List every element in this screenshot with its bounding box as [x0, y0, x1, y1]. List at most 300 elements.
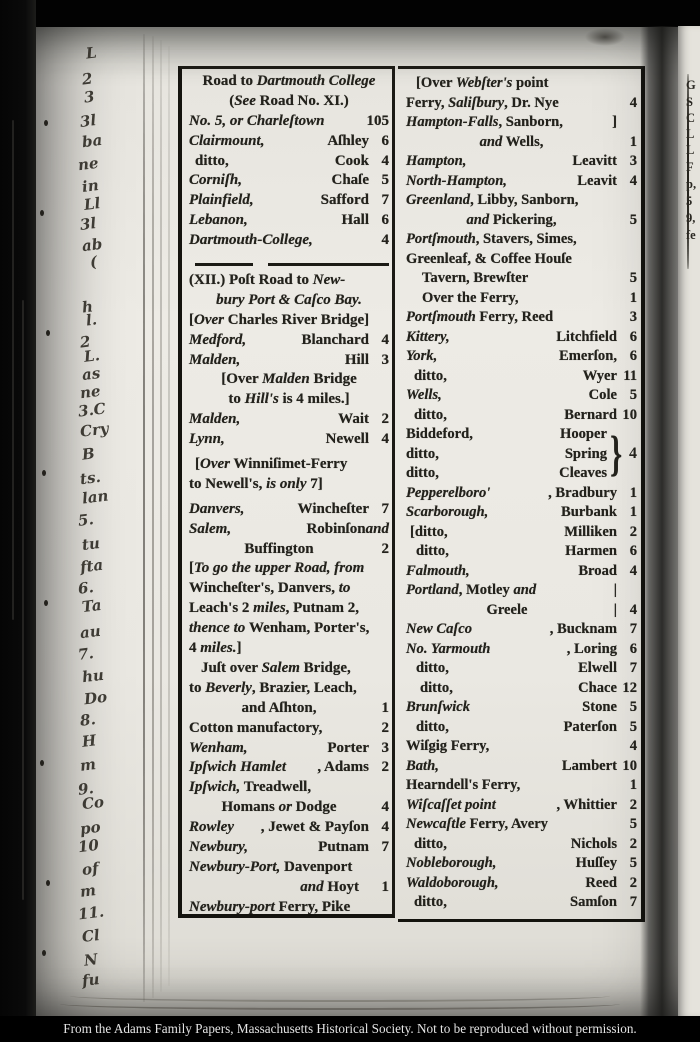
edge-speck: [44, 600, 48, 606]
place-or-person-text: Wiſgig Ferry,: [406, 738, 490, 754]
handwriting-fragment: 11.: [77, 902, 106, 924]
place-or-person-text: Davenport: [280, 858, 353, 875]
table-row: [406, 269, 637, 289]
place-or-person-text: Putnam: [318, 838, 369, 855]
row-text: [189, 898, 389, 918]
dash-bar: [195, 263, 253, 267]
row-text: [406, 191, 637, 211]
handwriting-fragment: h: [80, 297, 94, 317]
handwriting-fragment: 9.: [76, 779, 95, 799]
handwriting-fragment: Ll: [82, 194, 102, 214]
place-or-person-text: Stone: [582, 699, 617, 715]
miles-value: 5: [629, 270, 637, 286]
place-or-person-text: Over: [200, 456, 230, 473]
table-row: [406, 133, 637, 153]
photo-left-black-band: [0, 0, 36, 1042]
table-row: [406, 308, 637, 328]
place-or-person-text: [: [189, 311, 194, 328]
table-row: [189, 878, 389, 898]
place-or-person-text: Tavern, Brewſter: [422, 270, 529, 286]
miles-value: 11: [623, 367, 637, 384]
place-or-person-text: , Brazier, Leach,: [251, 679, 357, 696]
place-or-person-text: Malden,: [189, 411, 241, 428]
place-or-person-text: and: [513, 582, 537, 598]
place-or-person-text: and: [365, 520, 389, 537]
place-or-person-text: , Sanborn,: [498, 114, 563, 130]
handwriting-fragment: Ta: [80, 595, 103, 617]
table-row: [406, 679, 637, 699]
place-or-person-text: (: [229, 92, 235, 109]
table-row: [189, 659, 389, 679]
place-or-person-text: Ipſwich,: [189, 779, 241, 796]
miles-value: 1: [629, 484, 637, 501]
row-text: [189, 679, 389, 699]
miles-value: 2: [629, 874, 637, 891]
miles-value: 7: [381, 192, 389, 209]
handwriting-fragment: 8.: [78, 710, 97, 730]
handwriting-fragment: L.: [82, 346, 101, 366]
miles-value: 4: [629, 445, 637, 463]
edge-speck: [42, 950, 46, 956]
handwriting-fragment: 3: [82, 87, 96, 107]
place-or-person-text: miles.: [200, 640, 237, 657]
place-or-person-text: Medford,: [189, 331, 247, 348]
table-row: [406, 386, 637, 406]
miles-value: 5: [629, 699, 637, 715]
table-row: [189, 898, 389, 918]
row-text: [406, 308, 617, 328]
row-text: [406, 94, 617, 114]
row-text: [189, 475, 389, 495]
row-text: [189, 311, 389, 331]
table-row: [189, 390, 389, 410]
table-row: [189, 540, 389, 560]
table-row: [189, 838, 389, 858]
place-or-person-text: Burbank: [561, 504, 617, 520]
place-or-person-text: , Jewet & Payſon: [260, 819, 369, 836]
place-or-person-text: , Putnam 2,: [285, 600, 360, 617]
table-row: [406, 893, 637, 913]
miles-value: 2: [381, 719, 389, 736]
miles-value: 1: [629, 133, 637, 150]
miles-value: 4: [381, 799, 389, 816]
place-or-person-text: and: [479, 133, 503, 150]
place-or-person-text: to: [228, 391, 245, 408]
place-or-person-text: Cook: [334, 152, 369, 169]
place-or-person-text: Over: [194, 311, 224, 328]
table-row: [189, 132, 389, 152]
handwriting-fragment: ne: [76, 153, 100, 175]
table-row: [189, 778, 389, 798]
miles-value: 4: [381, 152, 389, 169]
place-or-person-text: No. Yarmouth: [406, 640, 491, 657]
table-row: [406, 562, 637, 582]
adjacent-page-sliver: [678, 26, 700, 1016]
place-or-person-text: ditto,: [414, 406, 447, 423]
miles-value: 3: [629, 153, 637, 169]
handwriting-fragment: au: [78, 621, 102, 643]
handwriting-fragment: 3l: [78, 214, 98, 234]
table-row: [189, 455, 389, 475]
miles-value: 2: [381, 411, 389, 428]
miles-value: 5: [629, 387, 637, 403]
miles-value: 4: [381, 431, 389, 448]
place-or-person-text: Greenleaf, & Coffee Houſe: [406, 250, 572, 267]
miles-value: 6: [629, 328, 637, 345]
place-or-person-text: Scarborough,: [406, 504, 489, 520]
place-or-person-text: [ditto,: [410, 523, 448, 540]
place-or-person-text: Charles River Bridge]: [224, 311, 370, 328]
place-or-person-text: Webſter's: [455, 75, 513, 91]
miles-value: 12: [622, 679, 637, 696]
place-or-person-text: Brunſwick: [406, 699, 471, 715]
spine-streak: [22, 300, 24, 900]
place-or-person-text: Lynn,: [189, 431, 225, 448]
table-row: [406, 776, 637, 796]
handwriting-fragment: 2: [78, 332, 92, 352]
handwriting-fragment: in: [80, 176, 100, 196]
section-divider-dashes: [189, 258, 389, 271]
row-text: [189, 778, 389, 798]
place-or-person-text: Road to: [202, 73, 257, 89]
handwriting-fragment: N: [82, 950, 99, 970]
row-text: [406, 581, 608, 601]
row-text: [189, 579, 389, 599]
miles-value: 4: [381, 232, 389, 249]
place-or-person-text: Lambert: [561, 757, 617, 774]
miles-value: 7: [629, 660, 637, 676]
handwriting-fragment: 3.C: [77, 399, 107, 421]
place-or-person-text: Beverly: [205, 679, 252, 696]
handwriting-fragment: 7.: [76, 644, 95, 664]
handwriting-fragment: hu: [80, 665, 105, 687]
handwriting-fragment: 2: [80, 69, 94, 89]
place-or-person-text: Hall: [341, 212, 369, 229]
place-or-person-text: Hill: [344, 351, 369, 368]
place-or-person-text: Buffington: [244, 540, 314, 557]
place-or-person-text: Hampton,: [406, 153, 467, 169]
table-row: [189, 370, 389, 390]
table-row: [406, 211, 637, 231]
place-or-person-text: Robinſon: [306, 520, 366, 537]
table-row: [189, 291, 389, 311]
place-or-person-text: Nobleborough,: [406, 855, 497, 871]
place-or-person-text: Wells,: [406, 387, 442, 403]
miles-value: 6: [381, 132, 389, 149]
miles-value: 2: [381, 759, 389, 776]
table-row: [189, 699, 389, 719]
place-or-person-text: ditto,: [416, 660, 449, 676]
place-or-person-text: Bernard: [564, 406, 617, 423]
place-or-person-text: Saliſbury: [448, 94, 505, 111]
table-row: [189, 679, 389, 699]
miles-value: 10: [622, 757, 637, 774]
table-row: [189, 311, 389, 331]
row-text: [189, 540, 369, 560]
place-or-person-text: ditto,: [416, 718, 449, 735]
place-or-person-text: Wenham,: [189, 739, 248, 756]
table-row: [406, 854, 637, 874]
row-text: [189, 72, 389, 92]
handwriting-fragment: 3l: [78, 111, 98, 131]
place-or-person-text: ditto,: [414, 367, 447, 384]
handwriting-fragment: as: [80, 363, 102, 385]
place-or-person-text: Ferry, Pike: [274, 898, 351, 915]
miles-value: 3: [381, 351, 389, 368]
miles-value: 4: [629, 738, 637, 754]
place-or-person-text: Reed: [585, 874, 617, 891]
edge-speck: [44, 120, 48, 126]
table-row: [406, 523, 637, 543]
place-or-person-text: Hooper: [559, 426, 607, 442]
place-or-person-text: ditto,: [416, 543, 449, 559]
edge-speck: [40, 210, 44, 216]
miles-value: 4: [629, 562, 637, 579]
handwriting-fragment: fta: [78, 555, 105, 577]
place-or-person-text: Wyer: [582, 367, 617, 384]
miles-value: 4: [381, 331, 389, 348]
table-row: [189, 231, 389, 251]
row-text: [189, 878, 369, 898]
table-row: [189, 112, 389, 132]
brace-group: [406, 425, 637, 484]
dash-bar: [268, 263, 389, 267]
place-or-person-text: , Motley: [458, 582, 514, 598]
table-row: [189, 858, 389, 878]
row-text: [406, 230, 637, 250]
place-or-person-text: , Dr. Nye: [504, 94, 559, 111]
row-text: [189, 798, 369, 818]
place-or-person-text: Litchfield: [556, 328, 617, 345]
place-or-person-text: Winniſimet-Ferry: [230, 456, 348, 473]
table-row: [406, 250, 637, 270]
table-row: [189, 171, 389, 191]
miles-value: 6: [629, 543, 637, 559]
place-or-person-text: ]: [236, 640, 242, 657]
miles-value: 3: [629, 309, 637, 325]
miles-value: 2: [629, 835, 637, 852]
miles-value: 2: [629, 796, 637, 813]
row-text: [201, 659, 389, 679]
edge-speck: [46, 880, 50, 886]
place-or-person-text: Leavit: [577, 172, 617, 189]
place-or-person-text: Bridge,: [299, 659, 351, 676]
miles-value: 5: [629, 855, 637, 871]
right-column: [398, 66, 645, 922]
handwriting-fragment: po: [78, 817, 102, 839]
miles-value: 4: [629, 601, 637, 618]
place-or-person-text: , Bradbury: [548, 484, 617, 501]
table-row: [406, 640, 637, 660]
miles-value: 4: [381, 819, 389, 836]
miles-value: 5: [629, 211, 637, 228]
table-row: [189, 475, 389, 495]
miles-value: 10: [622, 406, 637, 423]
place-or-person-text: ditto,: [414, 835, 447, 852]
place-or-person-text: Wincheſter: [297, 500, 369, 517]
place-or-person-text: Hoyt: [323, 878, 359, 895]
place-or-person-text: Biddeford,: [406, 426, 473, 442]
place-or-person-text: Newcaſtle: [406, 816, 466, 832]
table-row: [406, 874, 637, 894]
place-or-person-text: Broad: [578, 562, 617, 579]
table-row: [406, 230, 637, 250]
ink-smudge: [585, 28, 625, 46]
place-or-person-text: See: [234, 92, 256, 109]
row-text: [189, 599, 389, 619]
page-edge-crease: [168, 46, 170, 986]
place-or-person-text: Leach's 2: [189, 600, 254, 617]
miles-value: 105: [366, 112, 389, 129]
cutoff-text-fragment: F: [686, 160, 694, 174]
table-row: [406, 191, 637, 211]
row-text: [406, 211, 617, 231]
miles-value: 4: [629, 94, 637, 111]
place-or-person-text: Hill's: [244, 391, 279, 408]
place-or-person-text: Lebanon,: [189, 212, 248, 229]
place-or-person-text: Malden,: [189, 351, 241, 368]
place-or-person-text: Emerſon,: [559, 348, 617, 364]
place-or-person-text: Clairmount,: [189, 132, 265, 149]
place-or-person-text: is only: [266, 475, 307, 492]
place-or-person-text: point: [512, 75, 549, 91]
place-or-person-text: Paterſon: [563, 718, 617, 735]
table-row: [189, 191, 389, 211]
place-or-person-text: To go the upper Road, from: [194, 560, 365, 577]
table-row: [189, 72, 389, 92]
place-or-person-text: Chace: [578, 679, 617, 696]
table-row: [406, 464, 607, 484]
handwriting-fragment: ab: [80, 234, 104, 256]
place-or-person-text: Pickering,: [489, 211, 557, 228]
cutoff-text-fragment: 9,: [686, 211, 696, 225]
cutoff-text-fragment: 5: [686, 194, 693, 208]
place-or-person-text: Cleaves: [559, 465, 607, 481]
table-row: [189, 758, 389, 778]
handwriting-fragment: L: [84, 43, 98, 63]
place-or-person-text: Hearndell's Ferry,: [406, 777, 521, 793]
table-row: [406, 542, 637, 562]
table-row: [406, 757, 637, 777]
table-row: [406, 367, 637, 387]
table-row: [189, 211, 389, 231]
miles-value: 7: [381, 838, 389, 855]
table-row: [406, 425, 607, 445]
spine-streak: [12, 120, 14, 620]
handwriting-fragment: fu: [80, 970, 101, 990]
place-or-person-text: Elwell: [578, 660, 617, 676]
page-gutter-shadow: [640, 26, 680, 1016]
caption-bar: [0, 1016, 700, 1042]
edge-speck: [46, 330, 50, 336]
place-or-person-text: 7]: [306, 475, 323, 492]
table-row: [189, 500, 389, 520]
row-text: [189, 699, 369, 719]
handwriting-fragment: Cl: [80, 925, 101, 947]
place-or-person-text: Ferry,: [406, 94, 449, 111]
place-or-person-text: Porter: [327, 739, 369, 756]
cutoff-text-fragment: L: [686, 127, 695, 141]
handwriting-fragment: 6.: [76, 578, 95, 598]
place-or-person-text: Milliken: [564, 523, 617, 540]
table-row: [406, 796, 637, 816]
table-row: [189, 798, 389, 818]
row-text: [189, 92, 389, 112]
miles-value: 6: [629, 640, 637, 657]
row-text: [189, 639, 389, 659]
place-or-person-text: or: [278, 799, 292, 816]
cutoff-text-fragment: fe: [686, 228, 696, 242]
table-row: [406, 74, 637, 94]
row-text: [189, 559, 389, 579]
table-row: [406, 113, 637, 133]
place-or-person-text: [Over: [221, 371, 263, 388]
place-or-person-text: 4: [189, 640, 201, 657]
place-or-person-text: Cole: [588, 387, 617, 403]
place-or-person-text: Cotton manufactory,: [189, 719, 323, 736]
place-or-person-text: Greenland: [406, 192, 471, 208]
handwriting-fragment: 5.: [76, 510, 95, 530]
place-or-person-text: Road No. XI.): [255, 92, 349, 109]
place-or-person-text: Corniſh,: [189, 172, 242, 189]
table-row: [406, 503, 637, 523]
handwriting-fragment: of: [80, 859, 100, 879]
handwriting-fragment: 10: [76, 835, 100, 857]
place-or-person-text: , Libby, Sanborn,: [470, 192, 579, 208]
place-or-person-text: North-Hampton,: [406, 172, 507, 189]
table-row: [189, 520, 389, 540]
place-or-person-text: New Caſco: [406, 621, 473, 637]
place-or-person-text: Samſon: [569, 894, 617, 910]
place-or-person-text: bury Port & Caſco Bay.: [216, 291, 362, 308]
place-or-person-text: Portſmouth: [406, 231, 476, 247]
place-or-person-text: Ferry, Reed: [475, 309, 554, 325]
place-or-person-text: Wiſcaſſet point: [406, 796, 496, 813]
row-text: [189, 619, 389, 639]
place-or-person-text: Malden: [262, 371, 310, 388]
table-row: [406, 659, 637, 679]
place-or-person-text: to: [189, 679, 206, 696]
place-or-person-text: ditto,: [406, 465, 439, 481]
place-or-person-text: Treadwell,: [240, 779, 312, 796]
place-or-person-text: Waldoborough,: [406, 874, 499, 891]
place-or-person-text: Dartmouth College: [256, 73, 376, 89]
margin-handwriting-strip: [58, 0, 163, 1016]
table-row: [189, 271, 389, 291]
place-or-person-text: [: [195, 456, 200, 473]
table-row: [189, 410, 389, 430]
place-or-person-text: Dartmouth-College,: [189, 232, 313, 249]
row-text: [406, 133, 617, 153]
place-or-person-text: Chaſe: [331, 172, 369, 189]
place-or-person-text: , Whittier: [556, 796, 617, 813]
handwriting-fragment: (: [88, 252, 99, 272]
place-or-person-text: Newell: [325, 431, 369, 448]
miles-value: 1: [629, 289, 637, 306]
table-row: [406, 328, 637, 348]
table-row: [406, 445, 607, 465]
table-row: [406, 601, 637, 621]
table-row: [406, 835, 637, 855]
row-text: [189, 370, 389, 390]
place-or-person-text: Over the Ferry,: [422, 289, 519, 306]
miles-value: 6: [629, 348, 637, 364]
place-or-person-text: Homans: [221, 799, 279, 816]
place-or-person-text: (XII.) Poſt Road to: [189, 272, 313, 289]
table-row: [189, 559, 389, 579]
place-or-person-text: Hampton-Falls: [406, 114, 499, 130]
brace-mark: |: [613, 601, 617, 618]
